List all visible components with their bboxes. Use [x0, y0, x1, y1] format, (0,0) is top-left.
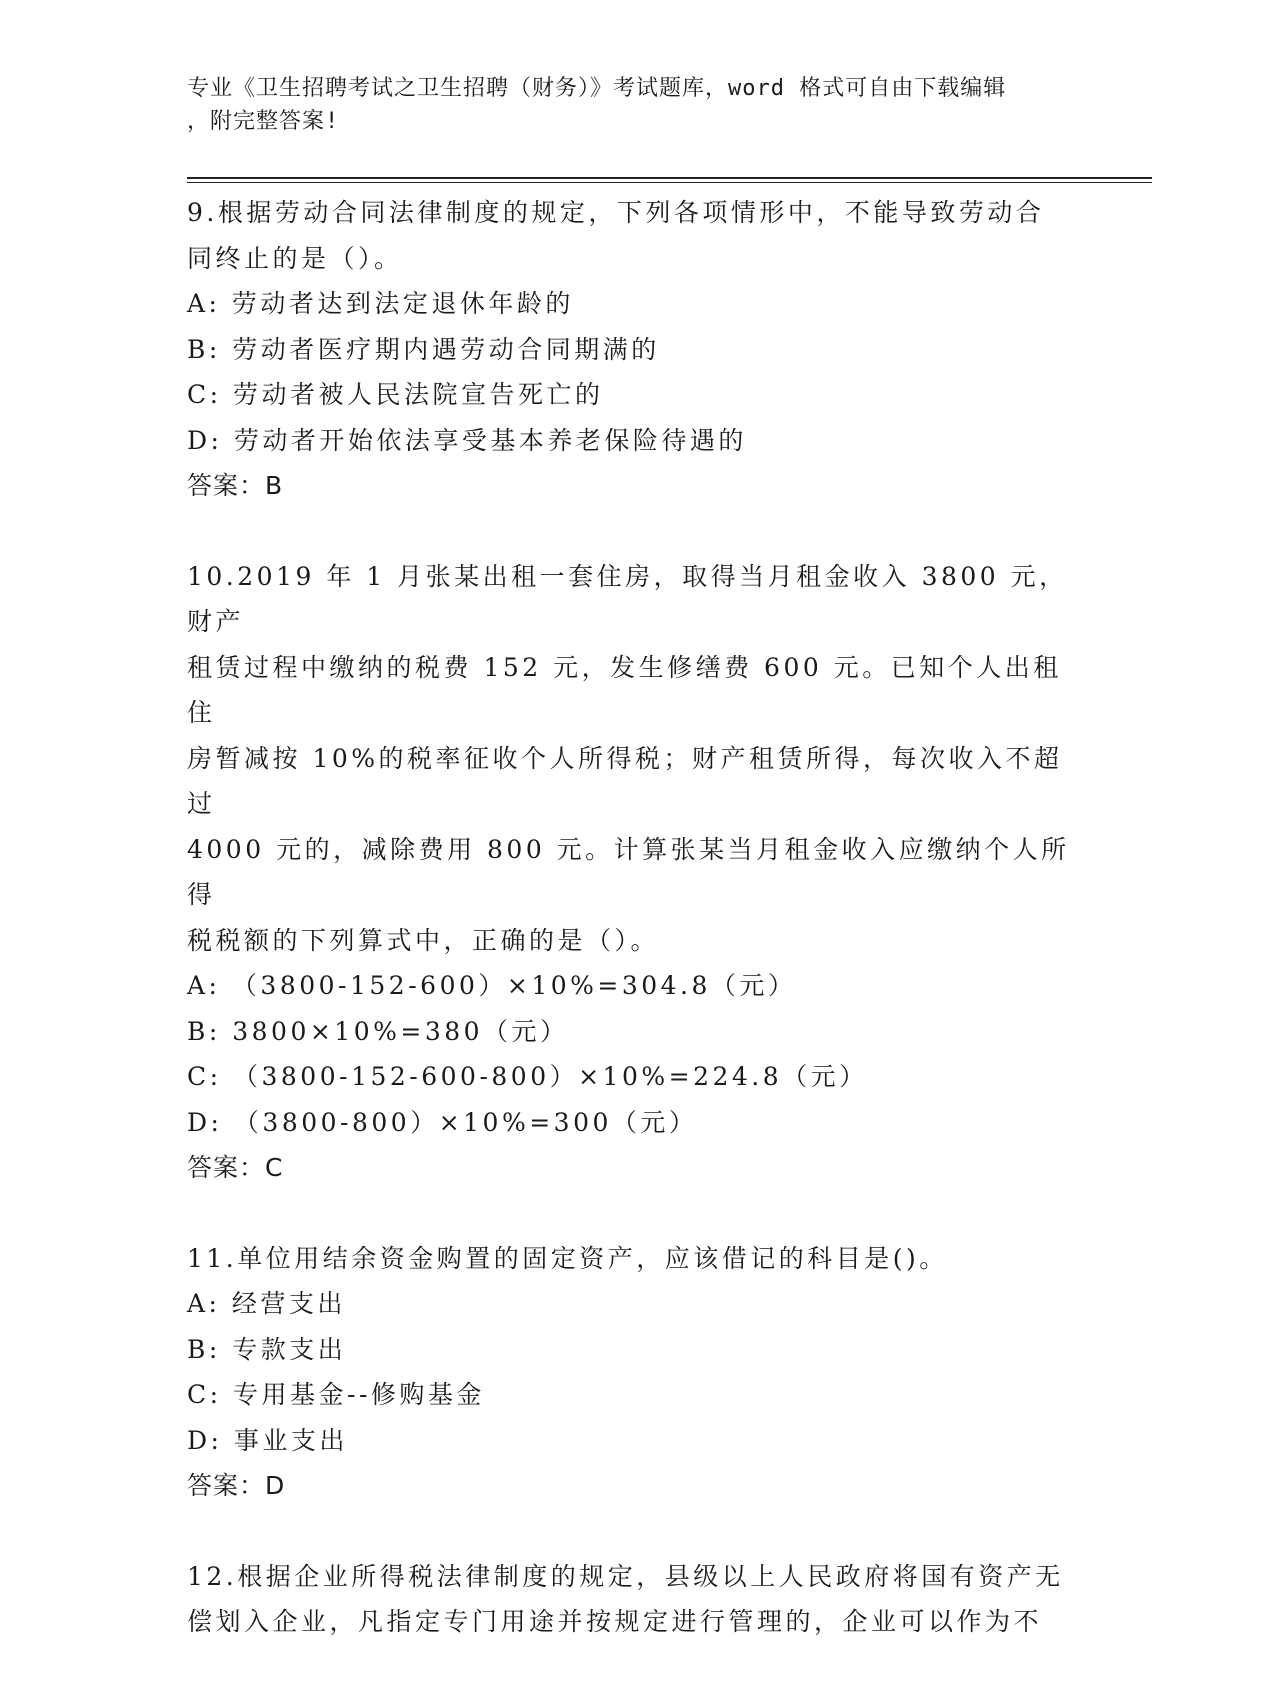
question-text: 11.单位用结余资金购置的固定资产，应该借记的科目是()。 — [187, 1243, 948, 1273]
question-9 — [187, 190, 1087, 509]
option-b: B: 专款支出 — [187, 1334, 347, 1364]
answer-line: 答案：C — [187, 1153, 284, 1182]
header-line-1: 专业《卫生招聘考试之卫生招聘（财务）》考试题库，word 格式可自由下载编辑 — [187, 76, 1007, 101]
option-c: C: 劳动者被人民法院宣告死亡的 — [187, 380, 604, 409]
option-b: B: 3800×10%=380（元） — [187, 1016, 569, 1046]
question-text: 10.2019 年 1 月张某出租一套住房，取得当月租金收入 3800 元，财产 租赁过程中缴纳的税费 152 元，发生修缮费 600 元。已知个人出租住 房暂减按 10%的税率征收个人所得税；财产租赁所得，每次收入不超过 4000 元的，减除费用 800 元。计算张某当月租金收入应缴纳个人所得 税税额的下列算式中，正确的是（）。 — [187, 561, 1070, 955]
option-d: D: （3800-800）×10%=300（元） — [187, 1107, 698, 1137]
header-divider — [187, 177, 1152, 179]
question-10 — [187, 554, 1087, 1191]
option-c: C: （3800-152-600-800）×10%=224.8（元） — [187, 1062, 868, 1091]
answer-line: 答案：B — [187, 471, 284, 500]
option-d: D: 事业支出 — [187, 1425, 348, 1455]
option-c: C: 专用基金--修购基金 — [187, 1380, 485, 1409]
question-12 — [187, 1554, 1087, 1645]
question-text: 9.根据劳动合同法律制度的规定，下列各项情形中，不能导致劳动合 同终止的是（）。 — [187, 198, 1045, 273]
option-a: A: 经营支出 — [187, 1289, 346, 1318]
header-line-2: ，附完整答案! — [187, 109, 340, 134]
option-b: B: 劳动者医疗期内遇劳动合同期满的 — [187, 334, 660, 364]
option-d: D: 劳动者开始依法享受基本养老保险待遇的 — [187, 425, 747, 455]
document-header — [187, 72, 1087, 138]
answer-line: 答案：D — [187, 1471, 286, 1500]
option-a: A: 劳动者达到法定退休年龄的 — [187, 289, 574, 318]
question-text: 12.根据企业所得税法律制度的规定，县级以上人民政府将国有资产无 偿划入企业，凡指定专门用途并按规定进行管理的，企业可以作为不 — [187, 1561, 1064, 1636]
question-list — [187, 190, 1087, 1690]
question-11 — [187, 1236, 1087, 1509]
header-divider-thin — [187, 182, 1152, 183]
option-a: A: （3800-152-600）×10%=304.8（元） — [187, 971, 797, 1000]
